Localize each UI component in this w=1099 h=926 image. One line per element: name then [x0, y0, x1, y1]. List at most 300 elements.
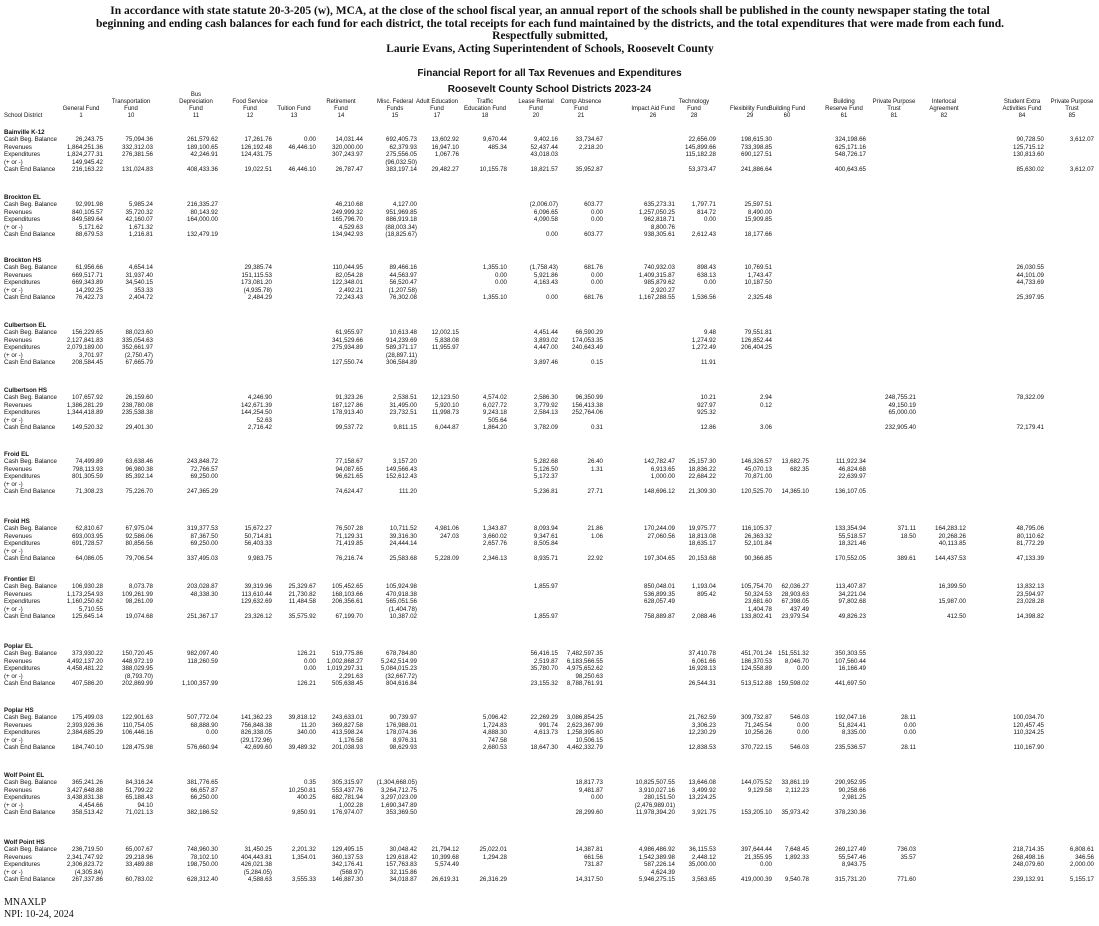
table-cell: 1,019,297.31 — [326, 665, 363, 673]
table-cell: 249,999.32 — [332, 208, 363, 216]
table-cell: 10,155.78 — [479, 166, 507, 174]
table-cell: 90,366.85 — [744, 555, 772, 563]
column-header: School District — [4, 113, 43, 119]
table-cell: 365,241.26 — [72, 779, 103, 787]
table-cell: 111.20 — [398, 488, 417, 496]
table-cell: 49,826.23 — [838, 613, 866, 621]
table-cell: 252,764.06 — [572, 409, 603, 417]
table-cell: 3,612.07 — [1069, 166, 1094, 174]
table-cell: 0.00 — [494, 271, 507, 279]
table-cell: 126,852.44 — [741, 336, 772, 344]
footer-publisher: MNAXLP — [4, 897, 47, 908]
table-cell: 26,619.31 — [431, 876, 459, 884]
table-cell: 1,167,288.55 — [638, 294, 675, 302]
table-cell: 0.00 — [796, 729, 809, 737]
table-cell: 565,051.56 — [386, 598, 417, 606]
row-label: Expenditures — [4, 540, 41, 548]
table-cell: 26.40 — [587, 458, 603, 466]
table-cell: 98,250.63 — [575, 672, 603, 680]
table-cell: 144,075.52 — [741, 779, 772, 787]
table-cell: 3,921.75 — [691, 809, 716, 817]
table-cell: 350,303.55 — [835, 650, 866, 658]
table-cell: 1,855.97 — [533, 613, 558, 621]
table-cell: (1,404.78) — [388, 605, 417, 613]
table-cell: 7,648.45 — [784, 846, 809, 854]
table-cell: 164,283.12 — [935, 525, 966, 533]
table-cell: 96,621.65 — [335, 473, 363, 481]
table-cell: 18.50 — [900, 532, 916, 540]
row-label: Revenues — [4, 853, 32, 861]
table-cell: 9,402.16 — [533, 136, 558, 144]
table-cell: 5,921.86 — [533, 271, 558, 279]
row-label: Cash End Balance — [4, 555, 56, 563]
table-cell: 51,824.41 — [838, 721, 866, 729]
table-cell: 408,433.36 — [187, 166, 218, 174]
row-label: Cash End Balance — [4, 359, 56, 367]
table-cell: 2,612.43 — [691, 231, 716, 239]
table-cell: 20,268.26 — [938, 532, 966, 540]
table-cell: 76,422.73 — [75, 294, 103, 302]
table-cell: 826,338.05 — [241, 729, 272, 737]
table-cell: 10,387.02 — [389, 613, 417, 621]
row-label: Revenues — [4, 532, 32, 540]
row-label: Cash Beg. Balance — [4, 136, 57, 144]
table-cell: 241,886.64 — [741, 166, 772, 174]
table-cell: 1,002,868.27 — [326, 657, 363, 665]
table-cell: 814.72 — [697, 208, 716, 216]
table-cell: 5,236.81 — [533, 488, 558, 496]
table-cell: 6,808.61 — [1069, 846, 1094, 854]
table-cell: 505,638.45 — [332, 680, 363, 688]
table-cell: 50,324.53 — [744, 590, 772, 598]
table-cell: 1,002.28 — [338, 801, 363, 809]
table-cell: 11,484.58 — [288, 598, 316, 606]
table-cell: 15,672.27 — [244, 525, 272, 533]
notice-line: beginning and ending cash balances for each fund for each district, the total receipts for each fund maintained by the districts, and the total expenditures that were made from each fund. — [96, 17, 1004, 30]
table-cell: 10,187.50 — [744, 279, 772, 287]
table-cell: 43,018.03 — [530, 151, 558, 159]
table-cell: 927.97 — [697, 401, 716, 409]
table-cell: 110,167.90 — [1013, 744, 1044, 752]
table-cell: 133,802.41 — [741, 613, 772, 621]
table-cell: 105,924.98 — [386, 583, 417, 591]
table-cell: 6,096.65 — [533, 208, 558, 216]
table-cell: 9,347.61 — [533, 532, 558, 540]
table-cell: 31,450.25 — [244, 846, 272, 854]
table-cell: 178,074.36 — [386, 729, 417, 737]
table-cell: 79,706.54 — [125, 555, 153, 563]
table-cell: 18,817.73 — [575, 779, 603, 787]
column-header: Private Purpose Trust 85 — [1050, 99, 1094, 119]
row-label: (+ or -) — [4, 801, 23, 809]
table-cell: 71,419.85 — [335, 540, 363, 548]
table-cell: 74,499.89 — [75, 458, 103, 466]
table-cell: 68,888.90 — [190, 721, 218, 729]
table-cell: 18,635.17 — [688, 540, 716, 548]
table-cell: 14,031.44 — [335, 136, 363, 144]
table-cell: 39,818.12 — [288, 714, 316, 722]
table-cell: 56,416.15 — [530, 650, 558, 658]
table-cell: 201,038.93 — [332, 744, 363, 752]
table-cell: 513,512.88 — [741, 680, 772, 688]
table-cell: 136,107.05 — [835, 488, 866, 496]
table-cell: 80,110.62 — [1016, 532, 1044, 540]
table-cell: 27.71 — [587, 488, 603, 496]
table-cell: 34,221.04 — [838, 590, 866, 598]
column-header: Comp Absence Fund 21 — [560, 99, 602, 119]
table-cell: 13,224.25 — [688, 794, 716, 802]
table-cell: 5,172.37 — [533, 473, 558, 481]
table-cell: 13,682.75 — [781, 458, 809, 466]
district-name: Wolf Point HS — [4, 839, 45, 846]
table-cell: 22,639.97 — [838, 473, 866, 481]
table-cell: 35,952.87 — [575, 166, 603, 174]
table-cell: 46,824.68 — [838, 465, 866, 473]
table-cell: 97,802.68 — [838, 598, 866, 606]
table-cell: 70,871.00 — [744, 473, 772, 481]
table-cell: 895.42 — [697, 590, 716, 598]
table-cell: 28,299.60 — [575, 809, 603, 817]
table-cell: 3,701.97 — [78, 351, 103, 359]
table-cell: 110,044.95 — [332, 264, 363, 272]
table-cell: 2,586.30 — [533, 394, 558, 402]
table-cell: 156,229.65 — [72, 329, 103, 337]
table-cell: 1,542,389.98 — [638, 853, 675, 861]
table-cell: 20,153.68 — [688, 555, 716, 563]
table-cell: 18,821.57 — [530, 166, 558, 174]
row-label: Cash End Balance — [4, 231, 56, 239]
table-cell: 146,887.30 — [332, 876, 363, 884]
table-cell: 151,115.53 — [241, 271, 272, 279]
table-cell: 26,159.60 — [125, 394, 153, 402]
table-cell: 25,022.01 — [479, 846, 507, 854]
table-cell: 89,466.16 — [389, 264, 417, 272]
row-label: (+ or -) — [4, 158, 23, 166]
table-cell: 8,335.00 — [841, 729, 866, 737]
table-cell: 175,499.03 — [72, 714, 103, 722]
table-cell: 76,507.28 — [335, 525, 363, 533]
table-cell: 693,003.95 — [72, 532, 103, 540]
table-cell: 850,048.01 — [644, 583, 675, 591]
table-cell: 1,864,251.36 — [66, 143, 103, 151]
table-cell: 383,197.14 — [386, 166, 417, 174]
table-cell: 1,343.87 — [482, 525, 507, 533]
table-cell: 23,155.32 — [530, 680, 558, 688]
row-label: Revenues — [4, 721, 32, 729]
table-cell: (5,284.05) — [243, 868, 272, 876]
table-cell: 0.00 — [590, 208, 603, 216]
table-cell: 90,739.97 — [389, 714, 417, 722]
table-cell: 71,245.54 — [744, 721, 772, 729]
table-cell: 124,431.75 — [241, 151, 272, 159]
row-label: Cash End Balance — [4, 680, 56, 688]
table-cell: 758,889.87 — [644, 613, 675, 621]
table-cell: 247.03 — [440, 532, 459, 540]
table-cell: 128,475.98 — [122, 744, 153, 752]
table-cell: 149,566.43 — [386, 465, 417, 473]
table-cell: 681.76 — [584, 294, 603, 302]
row-label: Cash End Balance — [4, 488, 56, 496]
row-label: Revenues — [4, 208, 32, 216]
table-cell: 0.00 — [590, 271, 603, 279]
table-cell: 9,850.91 — [291, 809, 316, 817]
table-cell: 9.48 — [703, 329, 716, 337]
table-cell: 2,000.00 — [1069, 861, 1094, 869]
table-cell: 2,920.27 — [650, 286, 675, 294]
table-cell: 243,848.72 — [187, 458, 218, 466]
table-cell: (4,305.84) — [74, 868, 103, 876]
column-header: General Fund 1 — [62, 106, 100, 119]
table-cell: 149,945.42 — [72, 158, 103, 166]
table-cell: 44,733.69 — [1016, 279, 1044, 287]
table-cell: 115,182.28 — [685, 151, 716, 159]
table-cell: 8,800.76 — [650, 223, 675, 231]
table-cell: 8,943.75 — [841, 861, 866, 869]
column-header: Student Extra Activities Fund 84 — [1002, 99, 1042, 119]
table-cell: 4,588.63 — [247, 876, 272, 884]
table-cell: 29,385.74 — [244, 264, 272, 272]
table-cell: 79,551.81 — [744, 329, 772, 337]
table-cell: 12,002.15 — [431, 329, 459, 337]
table-cell: 106,930.28 — [72, 583, 103, 591]
table-cell: 1,100,357.99 — [181, 680, 218, 688]
table-cell: 3,306.23 — [691, 721, 716, 729]
table-cell: 1,258,395.60 — [566, 729, 603, 737]
table-cell: 9,129.58 — [747, 786, 772, 794]
row-label: Revenues — [4, 401, 32, 409]
table-cell: 268,498.16 — [1013, 853, 1044, 861]
table-cell: 22,684.22 — [688, 473, 716, 481]
table-cell: 4,529.63 — [338, 223, 363, 231]
row-label: Expenditures — [4, 344, 41, 352]
table-cell: 251,367.17 — [187, 613, 218, 621]
table-cell: 173,081.20 — [241, 279, 272, 287]
table-cell: 25,597.51 — [744, 201, 772, 209]
table-cell: 1,892.33 — [784, 853, 809, 861]
table-cell: 170,552.05 — [835, 555, 866, 563]
table-cell: 553,437.76 — [332, 786, 363, 794]
table-cell: 122,901.63 — [122, 714, 153, 722]
table-cell: 134,942.93 — [332, 231, 363, 239]
table-cell: 35,720.32 — [125, 208, 153, 216]
table-cell: 3,499.92 — [691, 786, 716, 794]
table-cell: 0.00 — [759, 861, 772, 869]
table-cell: 982,097.40 — [187, 650, 218, 658]
table-cell: 11.91 — [700, 359, 716, 367]
row-label: Expenditures — [4, 409, 41, 417]
table-cell: 9,540.78 — [784, 876, 809, 884]
row-label: Expenditures — [4, 665, 41, 673]
table-cell: 109,261.99 — [122, 590, 153, 598]
table-cell: 65,007.67 — [125, 846, 153, 854]
table-cell: 2,623,367.99 — [566, 721, 603, 729]
row-label: Cash Beg. Balance — [4, 264, 57, 272]
table-cell: 120,457.45 — [1013, 721, 1044, 729]
district-name: Frontier El — [4, 576, 35, 583]
table-cell: 232,905.40 — [885, 424, 916, 432]
table-cell: 23,326.12 — [244, 613, 272, 621]
table-cell: 27,060.56 — [647, 532, 675, 540]
table-cell: 106,446.16 — [122, 729, 153, 737]
table-cell: 80,856.56 — [125, 540, 153, 548]
table-cell: 129,632.69 — [241, 598, 272, 606]
table-cell: 12,230.29 — [688, 729, 716, 737]
table-cell: 2,981.25 — [841, 794, 866, 802]
table-cell: 23,681.60 — [744, 598, 772, 606]
table-cell: 118,260.59 — [187, 657, 218, 665]
district-name: Culbertson EL — [4, 322, 47, 329]
table-cell: 14,365.10 — [781, 488, 809, 496]
table-cell: 10,250.81 — [288, 786, 316, 794]
table-cell: 55,547.46 — [838, 853, 866, 861]
row-label: Revenues — [4, 143, 32, 151]
table-cell: 10.21 — [700, 394, 716, 402]
column-header: Technology Fund 28 — [678, 99, 710, 119]
row-label: Cash End Balance — [4, 166, 56, 174]
table-cell: 1,294.28 — [482, 853, 507, 861]
table-cell: 216,163.22 — [72, 166, 103, 174]
table-cell: 62,810.67 — [75, 525, 103, 533]
column-header: Flexibility Fund 29 — [729, 106, 770, 119]
table-cell: 34,540.15 — [125, 279, 153, 287]
notice-line: Respectfully submitted, — [492, 30, 608, 42]
row-label: Cash End Balance — [4, 294, 56, 302]
table-cell: 8,788,761.91 — [566, 680, 603, 688]
row-label: Expenditures — [4, 216, 41, 224]
table-cell: 35,780.70 — [530, 665, 558, 673]
footer — [4, 897, 74, 921]
table-cell: 0.00 — [494, 279, 507, 287]
table-cell: 85,392.14 — [125, 473, 153, 481]
table-cell: 206,356.61 — [332, 598, 363, 606]
table-cell: 126,192.48 — [241, 143, 272, 151]
table-cell: 33,734.67 — [575, 136, 603, 144]
table-cell: (1,758.43) — [529, 264, 558, 272]
table-cell: 546.03 — [790, 714, 809, 722]
table-cell: 18,177.66 — [744, 231, 772, 239]
table-cell: 690,127.51 — [741, 151, 772, 159]
table-cell: 243,633.01 — [332, 714, 363, 722]
table-cell: 11,955.97 — [431, 344, 459, 352]
table-cell: 176,974.07 — [332, 809, 363, 817]
table-cell: 22.92 — [587, 555, 603, 563]
table-cell: 150,720.45 — [122, 650, 153, 658]
table-cell: 176,988.01 — [386, 721, 417, 729]
row-label: (+ or -) — [4, 672, 23, 680]
table-cell: 52.63 — [256, 416, 272, 424]
table-cell: 15,909.85 — [744, 216, 772, 224]
table-cell: 371.11 — [897, 525, 916, 533]
district-name: Poplar EL — [4, 643, 33, 650]
table-cell: 52,437.44 — [530, 143, 558, 151]
report-title: Financial Report for all Tax Revenues and Expenditures — [417, 68, 682, 79]
table-cell: 72,179.41 — [1016, 424, 1044, 432]
table-cell: 94.10 — [137, 801, 153, 809]
table-cell: 111,922.34 — [835, 458, 866, 466]
table-cell: 1,409,315.87 — [638, 271, 675, 279]
row-label: Revenues — [4, 336, 32, 344]
table-cell: 309,732.87 — [741, 714, 772, 722]
table-cell: 208,584.45 — [72, 359, 103, 367]
table-cell: 25,329.67 — [288, 583, 316, 591]
table-cell: 9,670.44 — [482, 136, 507, 144]
table-cell: 4,451.44 — [533, 329, 558, 337]
table-cell: 962,818.71 — [644, 216, 675, 224]
table-cell: 587,226.14 — [644, 861, 675, 869]
table-cell: 107,657.92 — [72, 394, 103, 402]
table-cell: 426,021.38 — [241, 861, 272, 869]
district-name: Brockton EL — [4, 194, 41, 201]
table-cell: 1,160,250.62 — [66, 598, 103, 606]
table-cell: 0.00 — [590, 216, 603, 224]
table-cell: 151,551.32 — [778, 650, 809, 658]
table-cell: 441,697.50 — [835, 680, 866, 688]
table-cell: 157,763.83 — [386, 861, 417, 869]
table-cell: 397,644.44 — [741, 846, 772, 854]
table-cell: (29,172.96) — [240, 736, 272, 744]
table-cell: 149,520.32 — [72, 424, 103, 432]
district-name: Culbertson HS — [4, 387, 47, 394]
table-cell: 413,598.24 — [332, 729, 363, 737]
table-cell: 218,714.35 — [1013, 846, 1044, 854]
table-cell: (1,304,668.05) — [376, 779, 417, 787]
table-cell: 346.56 — [1075, 853, 1094, 861]
table-cell: 0.00 — [590, 279, 603, 287]
table-cell: 1,404.78 — [747, 605, 772, 613]
table-cell: 733,398.85 — [741, 143, 772, 151]
row-label: (+ or -) — [4, 480, 23, 488]
table-cell: 76,216.74 — [335, 555, 363, 563]
table-cell: 216,335.27 — [187, 201, 218, 209]
table-cell: 4,888.30 — [482, 729, 507, 737]
row-label: (+ or -) — [4, 605, 23, 613]
table-cell: 186,370.53 — [741, 657, 772, 665]
table-cell: 44,563.97 — [389, 271, 417, 279]
table-cell: 0.00 — [796, 721, 809, 729]
table-cell: 26,787.47 — [335, 166, 363, 174]
table-cell: 76,302.08 — [389, 294, 417, 302]
table-cell: 275,556.05 — [386, 151, 417, 159]
table-cell: 801,305.59 — [72, 473, 103, 481]
table-cell: 88,023.60 — [125, 329, 153, 337]
table-cell: 0.00 — [796, 665, 809, 673]
table-cell: 603.77 — [584, 231, 603, 239]
table-cell: 202,869.99 — [122, 680, 153, 688]
table-cell: (2,476,989.01) — [634, 801, 675, 809]
column-header: Traffic Education Fund 18 — [463, 99, 507, 119]
table-cell: 2,404.72 — [128, 294, 153, 302]
table-cell: 13,602.92 — [431, 136, 459, 144]
table-cell: 14,398.82 — [1016, 613, 1044, 621]
table-cell: 0.00 — [303, 665, 316, 673]
table-cell: 98,629.93 — [389, 744, 417, 752]
table-cell: 1,216.81 — [128, 231, 153, 239]
table-cell: 5,228.09 — [434, 555, 459, 563]
table-cell: 0.00 — [903, 721, 916, 729]
table-cell: 21.86 — [587, 525, 603, 533]
table-cell: 360,137.53 — [332, 853, 363, 861]
row-label: Cash End Balance — [4, 613, 56, 621]
table-cell: 71,021.13 — [125, 809, 153, 817]
table-cell: 8,490.00 — [747, 208, 772, 216]
table-cell: 8,935.71 — [533, 555, 558, 563]
row-label: Cash Beg. Balance — [4, 329, 57, 337]
table-cell: 45,070.13 — [744, 465, 772, 473]
table-cell: 6,044.87 — [434, 424, 459, 432]
table-cell: 8,046.70 — [784, 657, 809, 665]
table-cell: 9,481.87 — [578, 786, 603, 794]
table-cell: 19,074.68 — [125, 613, 153, 621]
